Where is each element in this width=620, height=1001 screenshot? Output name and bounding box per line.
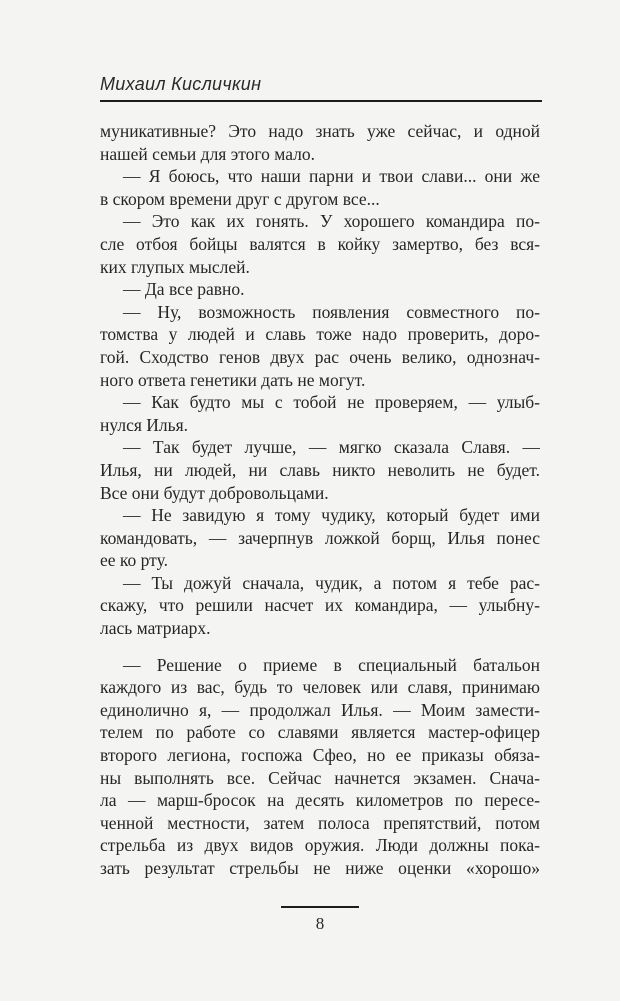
text-line: нашей семьи для этого мало. xyxy=(100,143,315,164)
page-number: 8 xyxy=(315,914,325,933)
text-line: гой. Сходство генов двух рас очень велико, однознач- xyxy=(100,346,540,367)
text-line: — Ну, возможность появления совместного по- xyxy=(123,301,540,322)
text-line: нулся Илья. xyxy=(100,414,189,435)
text-line: зать результат стрельбы не ниже оценки «хорошо» xyxy=(100,858,540,878)
text-line: — Как будто мы с тобой не проверяем, — улыб- xyxy=(123,392,540,413)
text-line: телем по работе со славями является мастер-офицер xyxy=(100,722,540,743)
text-line: — Ты дожуй сначала, чудик, а потом я тебе рас- xyxy=(123,572,540,593)
text-line: скажу, что решили насчет их командира, — улыбну- xyxy=(100,595,540,616)
text-line: — Так будет лучше, — мягко сказала Славя. — xyxy=(123,437,540,458)
text-line: второго легиона, госпожа Сфео, но ее приказы обяза- xyxy=(100,745,540,766)
text-line: командовать, — зачерпнув ложкой борщ, Илья понес xyxy=(100,527,540,548)
text-line: — Я боюсь, что наши парни и твои слави... они же xyxy=(123,166,540,187)
text-line: единолично я, — продолжал Илья. — Моим замести- xyxy=(100,699,540,720)
text-line: сле отбоя бойцы валятся в койку замертво, без вся- xyxy=(100,233,540,254)
text-line: ченной местности, затем полоса препятствий, потом xyxy=(100,812,540,833)
text-line: ких глупых мыслей. xyxy=(100,256,250,277)
text-line: — Не завидую я тому чудику, который будет ими xyxy=(123,505,540,526)
text-line: — Это как их гонять. У хорошего командира по- xyxy=(123,211,540,232)
text-line: в скором времени друг с другом все... xyxy=(100,188,380,209)
text-line: томства у людей и славь тоже надо проверить, доро- xyxy=(100,324,540,345)
text-line: муникативные? Это надо знать уже сейчас, и одной xyxy=(100,121,540,141)
text-line: — Да все равно. xyxy=(123,279,245,300)
text-line: стрельба из двух видов оружия. Люди должны пока- xyxy=(100,835,540,856)
text-line: Все они будут добровольцами. xyxy=(100,482,329,503)
text-line: ее ко рту. xyxy=(100,550,168,571)
text-line: Илья, ни людей, ни славь никто неволить не будет. xyxy=(100,459,540,480)
running-header-author: Михаил Кисличкин xyxy=(100,74,542,102)
footer-rule xyxy=(281,906,359,908)
text-line: ны выполнять все. Сейчас начнется экзамен. Снача- xyxy=(100,767,540,788)
text-line: ного ответа генетики дать не могут. xyxy=(100,369,366,390)
text-line: каждого из вас, будь то человек или славя, принимаю xyxy=(100,677,540,698)
page-text-block xyxy=(100,120,540,880)
text-line: — Решение о приеме в специальный батальон xyxy=(123,654,540,675)
text-line: лась матриарх. xyxy=(100,618,211,639)
text-line: ла — марш-бросок на десять километров по пересе- xyxy=(100,790,540,811)
